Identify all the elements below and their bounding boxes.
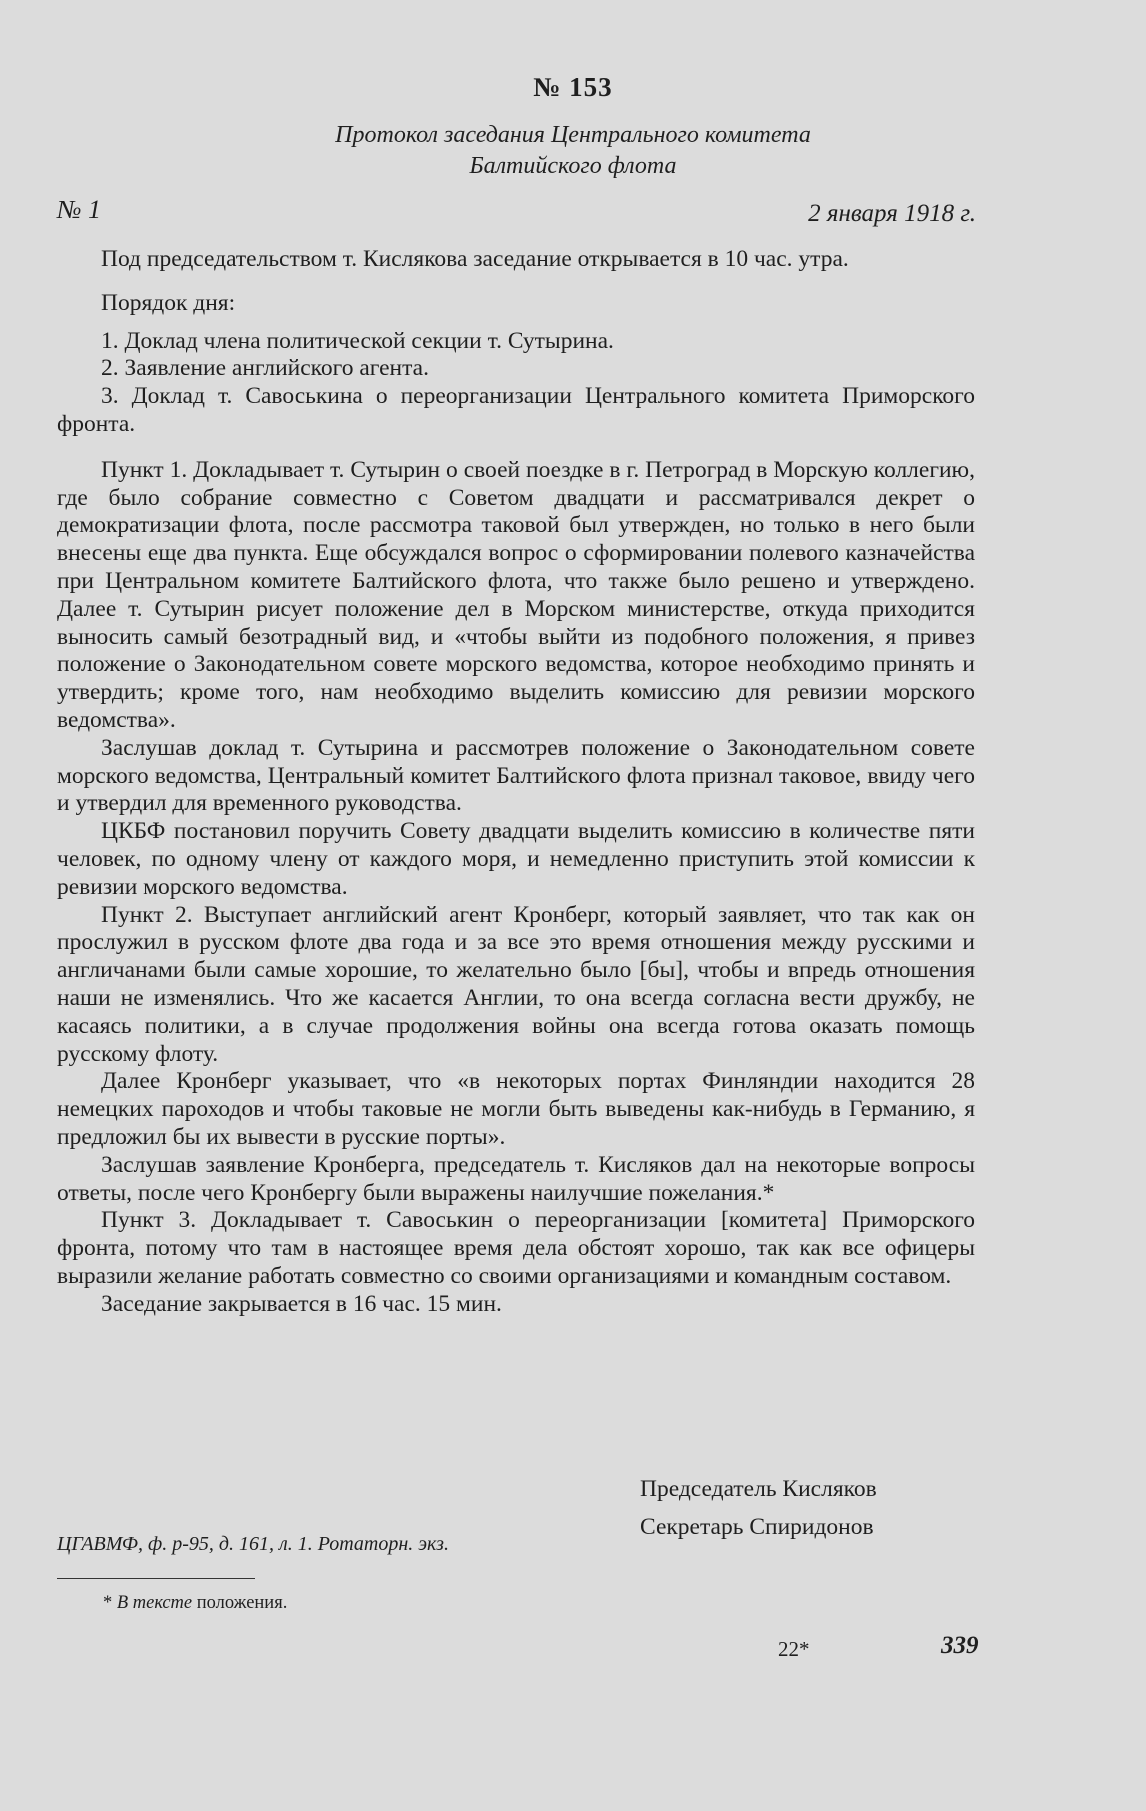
printer-signature-mark: 22* bbox=[778, 1637, 810, 1661]
paragraph-point-2: Пункт 2. Выступает английский агент Кронберг, который заявляет, что так как он прослужил в русском флоте два года и за все это время отношения между русскими и англичанами были самые хорошие, то желательно было [бы], чтобы и впредь отношения наши не изменялись. Что же касается Англии, то она всегда согласна вести дружбу, не касаясь политики, а в случае продолжения войны она всегда готова оказать помощь русскому флоту. bbox=[57, 901, 975, 1067]
paragraph-resolution-3: Заслушав заявление Кронберга, председатель т. Кисляков дал на некоторые вопросы ответы, после чего Кронбергу были выражены наилучшие пожелания.* bbox=[57, 1151, 975, 1206]
document-number: № 153 bbox=[533, 72, 613, 102]
agenda-item: 3. Доклад т. Савоськина о переорганизации Центрального комитета Приморского фронта. bbox=[57, 383, 975, 437]
footnote-italic-text: В тексте bbox=[116, 1593, 193, 1613]
paragraph-kronberg: Далее Кронберг указывает, что «в некоторых портах Финляндии находится 28 немецких пароходов и чтобы таковые не могли быть выведены как-нибудь в Германию, я предложил бы их вывести в русские порты». bbox=[57, 1068, 975, 1150]
title-line-2: Балтийского флота bbox=[469, 153, 677, 179]
paragraph-closing: Заседание закрывается в 16 час. 15 мин. bbox=[101, 1290, 502, 1317]
signature-chairman: Председатель Кисляков bbox=[640, 1476, 877, 1502]
signatures bbox=[640, 1470, 877, 1546]
title-line-1: Протокол заседания Центрального комитета bbox=[335, 122, 811, 148]
paragraph-point-3: Пункт 3. Докладывает т. Савоськин о переорганизации [комитета] Приморского фронта, потому что там в настоящее время дела обстоят хорошо, так как все офицеры выразили желание работать совместно со своими организациями и командным составом. bbox=[57, 1207, 975, 1289]
archive-source-reference: ЦГАВМФ, ф. р-95, д. 161, л. 1. Ротаторн. экз. bbox=[57, 1533, 449, 1555]
paragraph-point-1: Пункт 1. Докладывает т. Сутырин о своей поездке в г. Петроград в Морскую коллегию, где было собрание совместно с Советом двадцати и рассматривался декрет о демократизации флота, после рассмотра таковой был утвержден, но только в него были внесены еще два пункта. Еще обсуждался вопрос о сформировании полевого казначейства при Центральном комитете Балтийского флота, что также было решено и утверждено. Далее т. Сутырин рисует положение дел в Морском министерстве, откуда приходится выносить самый безотрадный вид, и «чтобы выйти из подобного положения, я привез положение о Законодательном совете морского ведомства, которое необходимо принять и утвердить; кроме того, нам необходимо выделить комиссию для ревизии морского ведомства». bbox=[57, 456, 975, 733]
footnote-divider bbox=[57, 1578, 255, 1579]
signature-secretary: Секретарь Спиридонов bbox=[640, 1514, 874, 1540]
paragraph-resolution-1: Заслушав доклад т. Сутырина и рассмотрев положение о Законодательном совете морского ведомства, Центральный комитет Балтийского флота признал таковое, ввиду чего и утвердил для временного руководства. bbox=[57, 734, 975, 817]
footnote-marker: * bbox=[103, 1593, 113, 1613]
protocol-date: 2 января 1918 г. bbox=[808, 200, 976, 227]
footnote-text: положения. bbox=[196, 1593, 288, 1613]
document-body bbox=[57, 246, 975, 1318]
paragraph-resolution-2: ЦКБФ постановил поручить Совету двадцати выделить комиссию в количестве пяти человек, по одному члену от каждого моря, и немедленно приступить этой комиссии к ревизии морского ведомства. bbox=[57, 818, 975, 900]
opening-paragraph: Под председательством т. Кислякова заседание открывается в 10 час. утра. bbox=[101, 246, 849, 272]
page-number: 339 bbox=[941, 1632, 979, 1659]
agenda-item: 2. Заявление английского агента. bbox=[101, 355, 429, 382]
protocol-number: № 1 bbox=[57, 195, 102, 224]
agenda-label: Порядок дня: bbox=[101, 289, 236, 316]
footnote bbox=[103, 1593, 287, 1614]
agenda-item: 1. Доклад члена политической секции т. Сутырина. bbox=[101, 327, 614, 354]
document-title bbox=[0, 120, 1146, 182]
